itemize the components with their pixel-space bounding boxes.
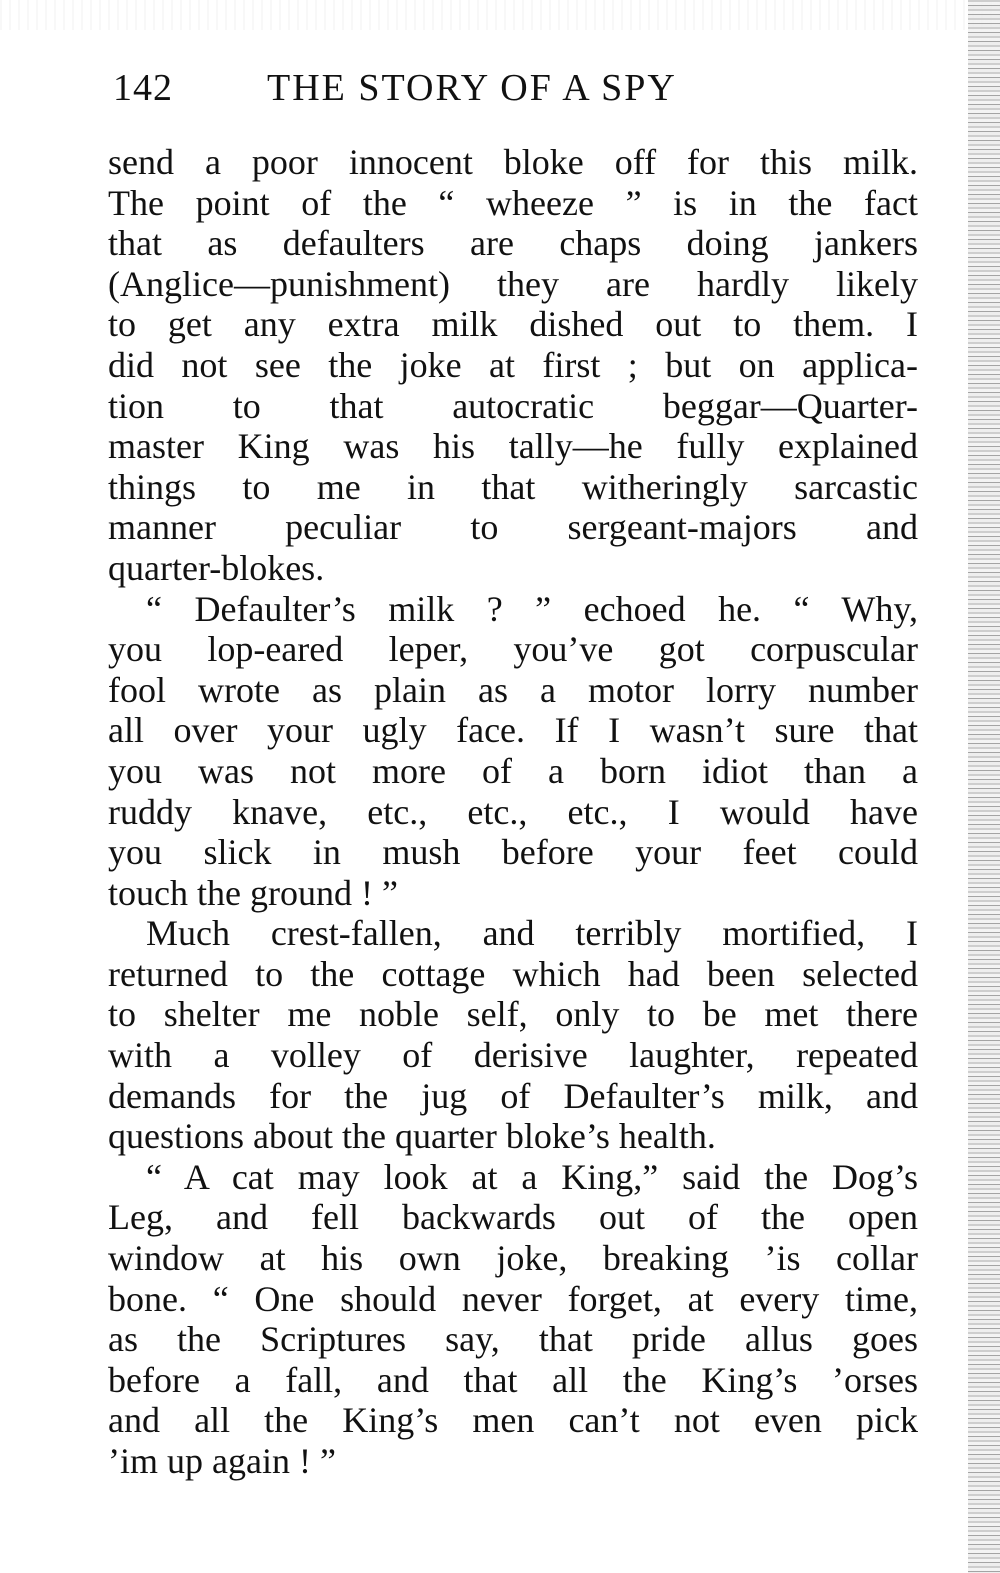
text-line: manner peculiar to sergeant-majors and	[108, 507, 918, 548]
text-line: ruddy knave, etc., etc., etc., I would have	[108, 791, 918, 832]
text-line: quarter-blokes.	[108, 547, 325, 588]
page-number: 142	[113, 67, 173, 109]
text-line: Much crest-fallen, and terribly mortified, I	[146, 913, 918, 954]
running-title: THE STORY OF A SPY	[267, 67, 677, 109]
page-header	[113, 66, 813, 116]
text-line: you lop-eared leper, you’ve got corpuscular	[108, 629, 918, 670]
text-line: Leg, and fell backwards out of the open	[108, 1197, 918, 1238]
text-line: “ A cat may look at a King,” said the Dog’s	[146, 1156, 918, 1197]
text-line: touch the ground ! ”	[108, 872, 398, 913]
text-line: “ Defaulter’s milk ? ” echoed he. “ Why,	[146, 588, 918, 629]
text-line: fool wrote as plain as a motor lorry number	[108, 669, 918, 710]
text-line: before a fall, and that all the King’s ’orses	[108, 1359, 918, 1400]
text-line: things to me in that witheringly sarcastic	[108, 466, 918, 507]
text-line: to get any extra milk dished out to them. I	[108, 304, 918, 345]
text-line: to shelter me noble self, only to be met there	[108, 994, 918, 1035]
text-line: and all the King’s men can’t not even pick	[108, 1400, 918, 1441]
text-line: ’im up again ! ”	[108, 1441, 336, 1481]
text-line: master King was his tally—he fully explained	[108, 426, 918, 467]
text-line: demands for the jug of Defaulter’s milk, and	[108, 1075, 918, 1116]
text-line: with a volley of derisive laughter, repeated	[108, 1035, 918, 1076]
text-line: did not see the joke at first ; but on applica-	[108, 344, 918, 385]
text-line: all over your ugly face. If I wasn’t sure that	[108, 710, 918, 751]
text-line: tion to that autocratic beggar—Quarter-	[108, 385, 918, 426]
body-text	[108, 142, 918, 1482]
text-line: bone. “ One should never forget, at every time,	[108, 1278, 918, 1319]
text-line: send a poor innocent bloke off for this milk.	[108, 142, 918, 182]
text-line: window at his own joke, breaking ’is collar	[108, 1238, 918, 1279]
text-line: as the Scriptures say, that pride allus goes	[108, 1319, 918, 1360]
text-line: The point of the “ wheeze ” is in the fact	[108, 182, 918, 223]
text-line: you was not more of a born idiot than a	[108, 750, 918, 791]
book-binding-edge	[968, 0, 1000, 1573]
scan-noise	[0, 0, 1000, 30]
text-line: returned to the cottage which had been selected	[108, 953, 918, 994]
text-line: you slick in mush before your feet could	[108, 832, 918, 873]
text-line: (Anglice—punishment) they are hardly likely	[108, 263, 918, 304]
text-line: that as defaulters are chaps doing jankers	[108, 223, 918, 264]
text-line: questions about the quarter bloke’s health.	[108, 1116, 716, 1157]
